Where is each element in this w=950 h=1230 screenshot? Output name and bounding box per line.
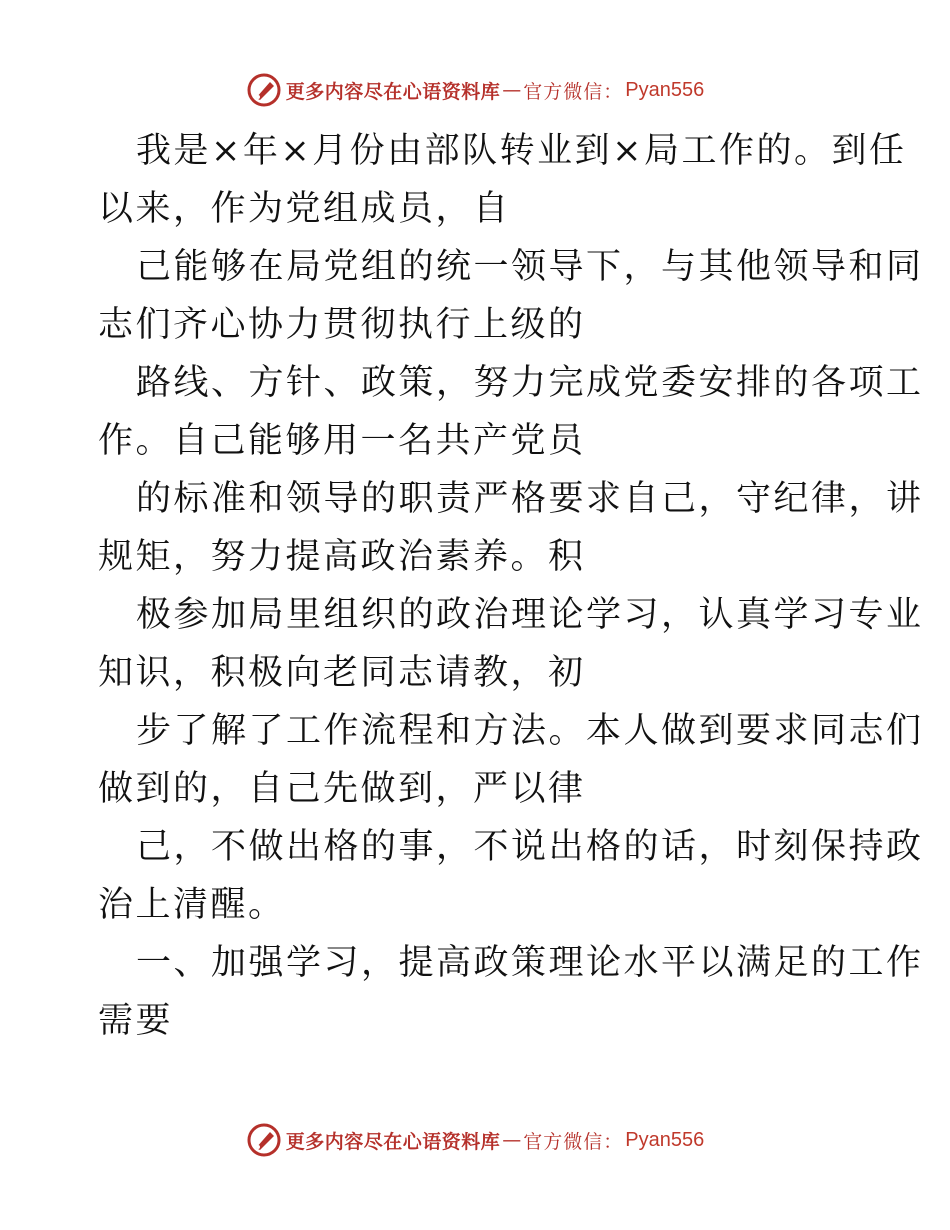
watermark-dash: —: [502, 79, 522, 101]
paragraph-line: 极参加局里组织的政治理论学习，认真学习专业: [136, 595, 924, 635]
paragraph-line: 治上清醒。: [98, 885, 286, 925]
paragraph-line: 志们齐心协力贯彻执行上级的: [98, 305, 586, 345]
paragraph-line: 我是×年×月份由部队转业到×局工作的。到任: [136, 131, 907, 171]
watermark-wechat-label: 官方微信：: [523, 80, 624, 103]
document-body: [98, 122, 924, 1050]
paragraph-line: 的标准和领导的职责严格要求自己，守纪律，讲: [136, 479, 924, 519]
paragraph-line: 步了解了工作流程和方法。本人做到要求同志们: [136, 711, 924, 751]
paragraph-line: 规矩，努力提高政治素养。积: [98, 537, 586, 577]
pen-logo-icon: [246, 1122, 282, 1158]
watermark-dash: —: [502, 1129, 522, 1151]
paragraph-5: [98, 586, 924, 702]
paragraph-4: [98, 470, 924, 586]
watermark-wechat-label: 官方微信：: [523, 1130, 624, 1153]
paragraph-6: [98, 702, 924, 818]
watermark-wechat-id: Pyan556: [625, 78, 705, 101]
paragraph-1: [98, 122, 907, 238]
paragraph-3: [98, 354, 924, 470]
watermark-wechat-id: Pyan556: [625, 1128, 705, 1151]
heading-line: 一、加强学习，提高政策理论水平以满足的工作: [136, 943, 924, 983]
paragraph-line: 路线、方针、政策，努力完成党委安排的各项工: [136, 363, 924, 403]
paragraph-line: 己，不做出格的事，不说出格的话，时刻保持政: [136, 827, 924, 867]
paragraph-2: [98, 238, 924, 354]
pen-logo-icon: [246, 72, 282, 108]
footer-watermark: [0, 1120, 950, 1160]
section-heading-1: [98, 934, 924, 1050]
paragraph-line: 己能够在局党组的统一领导下，与其他领导和同: [136, 247, 924, 287]
paragraph-line: 做到的，自己先做到，严以律: [98, 769, 586, 809]
watermark-brand-text: 更多内容尽在心语资料库: [285, 1130, 501, 1153]
paragraph-line: 知识，积极向老同志请教，初: [98, 653, 586, 693]
paragraph-line: 作。自己能够用一名共产党员: [98, 421, 586, 461]
heading-line: 需要: [98, 1001, 174, 1041]
paragraph-7: [98, 818, 924, 934]
watermark-brand-text: 更多内容尽在心语资料库: [285, 80, 501, 103]
paragraph-line: 以来，作为党组成员，自: [98, 189, 511, 229]
header-watermark: [0, 70, 950, 110]
